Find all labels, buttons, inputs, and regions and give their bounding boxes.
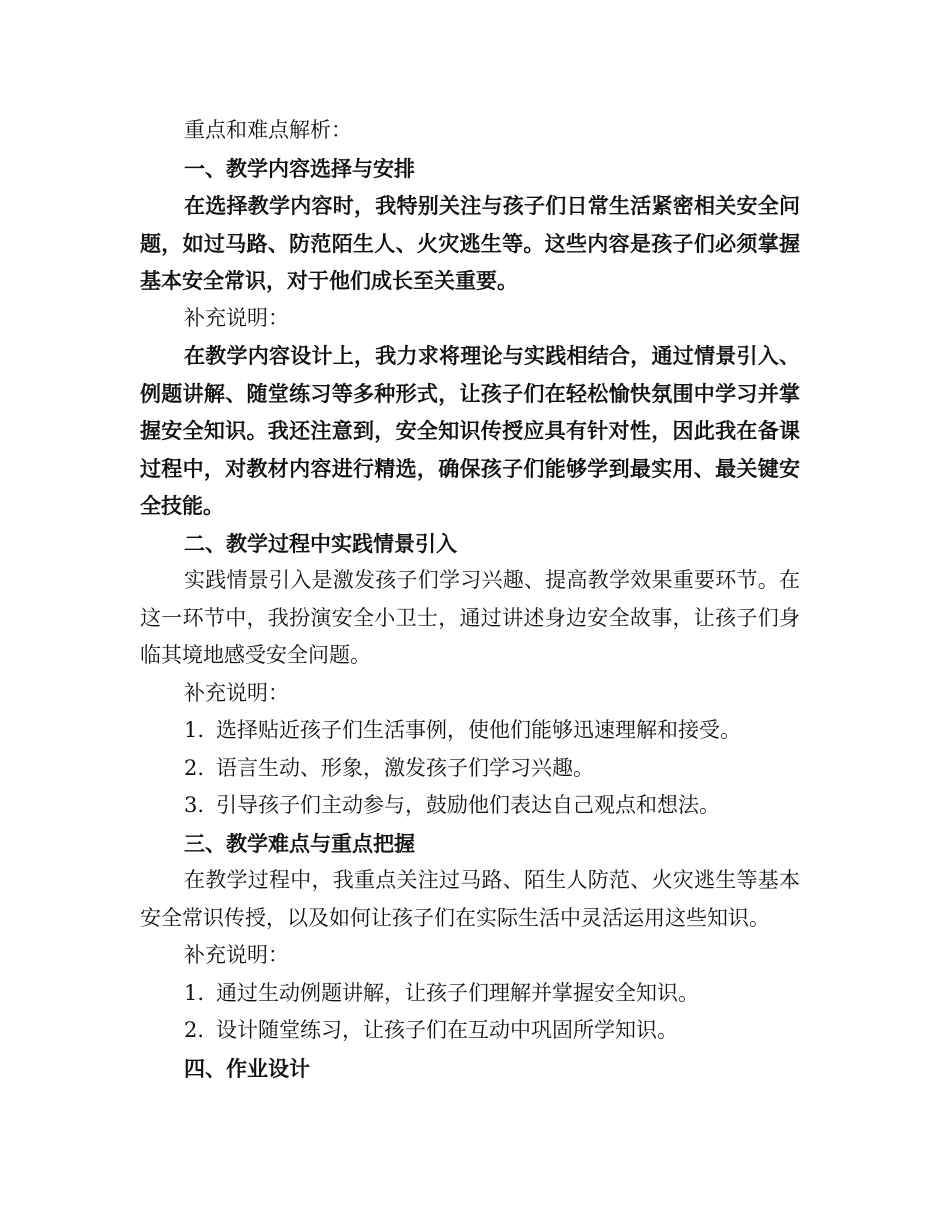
list-item-number: 1. [184, 718, 205, 742]
section-2-paragraph-1: 实践情景引入是激发孩子们学习兴趣、提高教学效果重要环节。在这一环节中，我扮演安全小卫士，通过讲述身边安全故事，让孩子们身临其境地感受安全问题。 [140, 568, 800, 667]
list-item [140, 975, 800, 1013]
section-1-paragraph-2: 在教学内容设计上，我力求将理论与实践相结合，通过情景引入、例题讲解、随堂练习等多种形式，让孩子们在轻松愉快氛围中学习并掌握安全知识。我还注意到，安全知识传授应具有针对性，因此我在备课过程中，对教材内容进行精选，确保孩子们能够学到最实用、最关键安全技能。 [140, 343, 800, 518]
list-item [140, 750, 800, 788]
list-item-number: 2. [184, 1018, 205, 1042]
section-3-note-label: 补充说明： [184, 943, 289, 967]
section-4-title: 四、作业设计 [184, 1055, 310, 1081]
list-item [140, 712, 800, 750]
document-page [140, 112, 800, 1087]
list-item-text: 引导孩子们主动参与，鼓励他们表达自己观点和想法。 [216, 793, 720, 817]
section-3-title: 三、教学难点与重点把握 [184, 830, 415, 856]
section-1-title: 一、教学内容选择与安排 [184, 155, 415, 181]
list-item-number: 2. [184, 755, 205, 780]
list-item-number: 1. [184, 980, 205, 1005]
list-item [140, 1012, 800, 1050]
section-2-note-label: 补充说明： [184, 680, 289, 705]
list-item-text: 通过生动例题讲解，让孩子们理解并掌握安全知识。 [216, 980, 699, 1005]
section-3-paragraph-1: 在教学过程中，我重点关注过马路、陌生人防范、火灾逃生等基本安全常识传授，以及如何让孩子们在实际生活中灵活运用这些知识。 [140, 868, 800, 930]
list-item-number: 3. [184, 793, 205, 817]
section-2-title: 二、教学过程中实践情景引入 [184, 530, 457, 556]
list-item-text: 选择贴近孩子们生活事例，使他们能够迅速理解和接受。 [216, 718, 741, 742]
section-1-paragraph-1: 在选择教学内容时，我特别关注与孩子们日常生活紧密相关安全问题，如过马路、防范陌生人、火灾逃生等。这些内容是孩子们必须掌握基本安全常识，对于他们成长至关重要。 [140, 193, 800, 293]
list-item [140, 787, 800, 825]
section-1-note-label: 补充说明： [184, 305, 289, 330]
page-heading: 重点和难点解析： [184, 118, 352, 142]
list-item-text: 设计随堂练习，让孩子们在互动中巩固所学知识。 [216, 1018, 678, 1042]
list-item-text: 语言生动、形象，激发孩子们学习兴趣。 [216, 755, 594, 780]
